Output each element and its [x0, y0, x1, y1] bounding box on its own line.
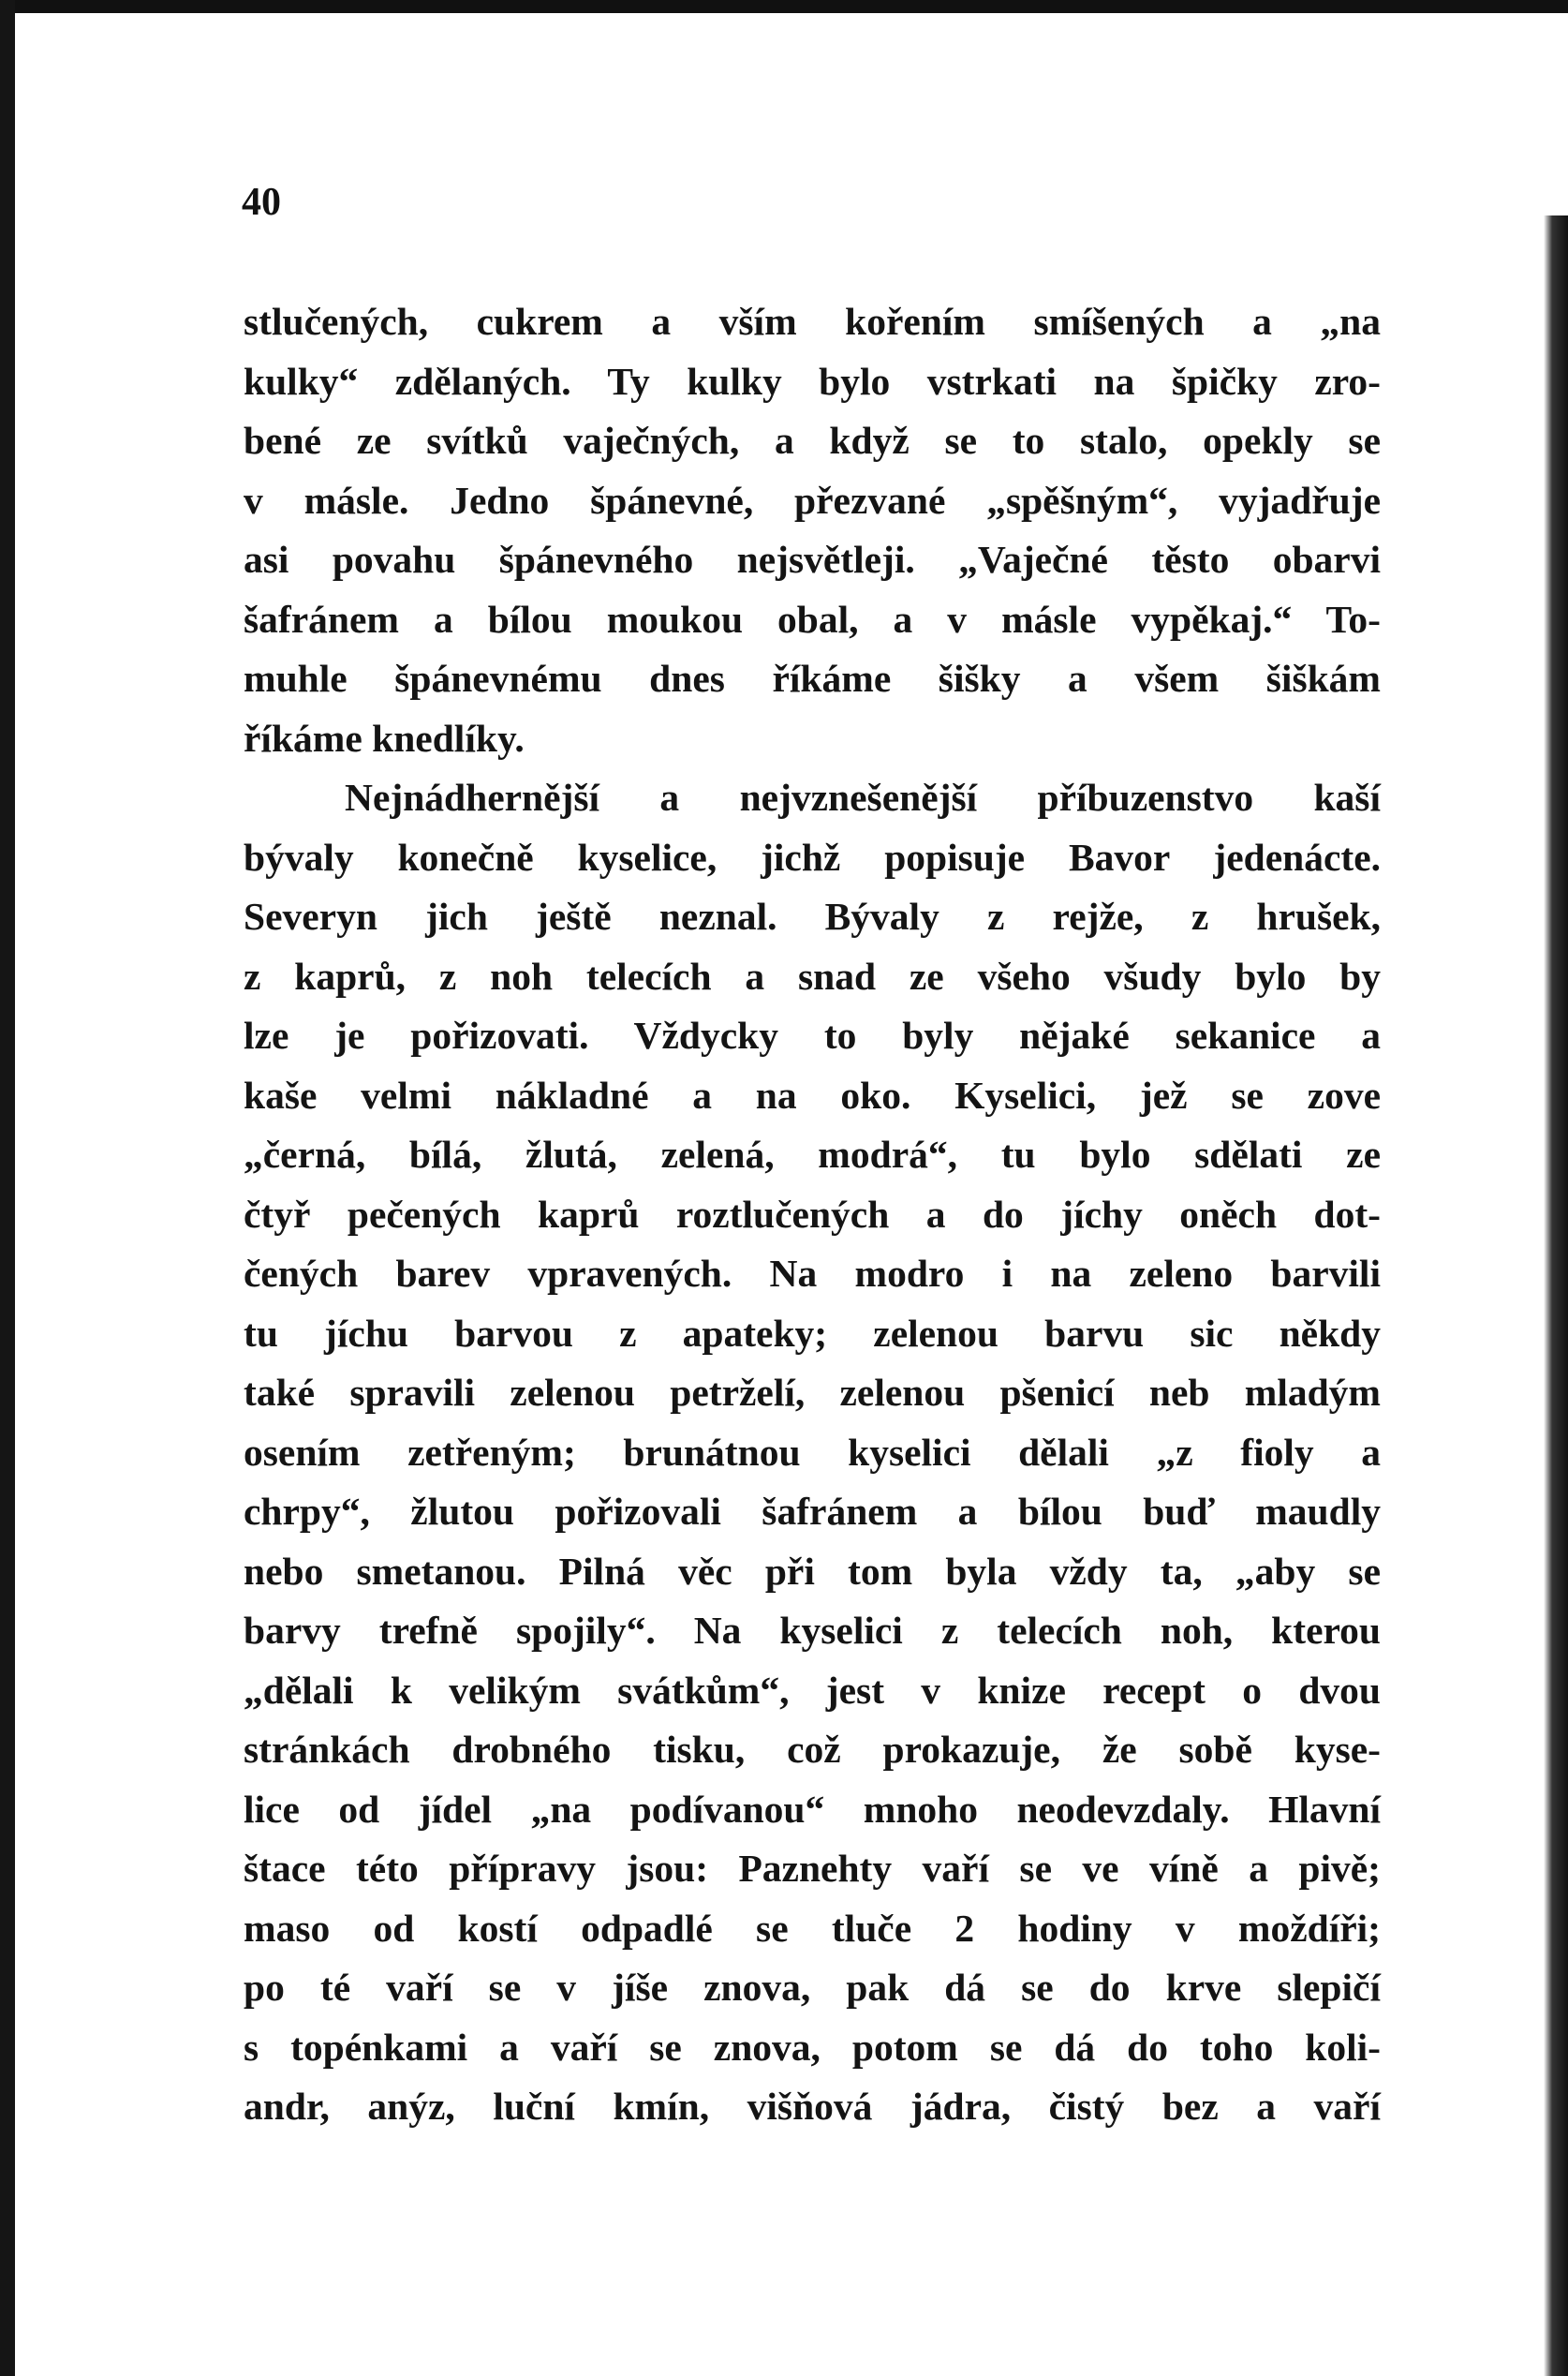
- text-line: maso od kostí odpadlé se tluče 2 hodiny v moždíři;: [244, 1906, 1381, 1950]
- text-line: asi povahu špánevného nejsvětleji. „Vaječné těsto obarvi: [244, 538, 1381, 581]
- text-line: říkáme knedlíky.: [244, 716, 525, 760]
- text-line: také spravili zelenou petrželí, zelenou pšenicí neb mladým: [244, 1371, 1381, 1414]
- scan-left-edge: [0, 0, 15, 2376]
- text-line: šafránem a bílou moukou obal, a v másle vypěkaj.“ To-: [244, 597, 1381, 641]
- text-line: s topénkami a vaří se znova, potom se dá do toho koli-: [244, 2025, 1381, 2069]
- text-line: osením zetřeným; brunátnou kyselici dělali „z fioly a: [244, 1430, 1381, 1474]
- text-line: stlučených, cukrem a vším kořením smíšených a „na: [244, 300, 1381, 343]
- text-line: „černá, bílá, žlutá, zelená, modrá“, tu bylo sdělati ze: [244, 1133, 1381, 1176]
- text-line: chrpy“, žlutou pořizovali šafránem a bílou buď maudly: [244, 1490, 1381, 1533]
- text-line: štace této přípravy jsou: Paznehty vaří se ve víně a pivě;: [244, 1847, 1381, 1890]
- page-number: 40: [242, 181, 281, 224]
- text-line: čtyř pečených kaprů roztlučených a do jíchy oněch dot-: [244, 1192, 1381, 1236]
- text-line: andr, anýz, luční kmín, višňová jádra, čistý bez a vaří: [244, 2085, 1381, 2128]
- text-line: „dělali k velikým svátkům“, jest v knize recept o dvou: [244, 1668, 1381, 1712]
- text-line: po té vaří se v jíše znova, pak dá se do krve slepičí: [244, 1966, 1381, 2009]
- body-text: [244, 292, 1381, 2137]
- text-line: kaše velmi nákladné a na oko. Kyselici, jež se zove: [244, 1073, 1381, 1117]
- scan-right-edge: [1544, 215, 1568, 2376]
- text-line: tu jíchu barvou z apateky; zelenou barvu sic někdy: [244, 1311, 1381, 1355]
- text-line: v másle. Jedno špánevné, přezvané „spěšným“, vyjadřuje: [244, 478, 1381, 522]
- text-line: kulky“ zdělaných. Ty kulky bylo vstrkati na špičky zro-: [244, 359, 1381, 403]
- text-line: z kaprů, z noh telecích a snad ze všeho všudy bylo by: [244, 954, 1381, 998]
- scan-top-edge: [0, 0, 1568, 13]
- text-line: barvy trefně spojily“. Na kyselici z telecích noh, kterou: [244, 1609, 1381, 1652]
- text-line: muhle špánevnému dnes říkáme šišky a všem šiškám: [244, 657, 1381, 700]
- text-line: nebo smetanou. Pilná věc při tom byla vždy ta, „aby se: [244, 1549, 1381, 1593]
- text-line: lze je pořizovati. Vždycky to byly nějaké sekanice a: [244, 1014, 1381, 1057]
- text-line: lice od jídel „na podívanou“ mnoho neodevzdaly. Hlavní: [244, 1787, 1381, 1831]
- text-line: Nejnádhernější a nejvznešenější příbuzenstvo kaší: [345, 776, 1381, 819]
- text-line: Severyn jich ještě neznal. Bývaly z rejže, z hrušek,: [244, 895, 1381, 938]
- text-line: bené ze svítků vaječných, a když se to stalo, opekly se: [244, 419, 1381, 462]
- text-line: bývaly konečně kyselice, jichž popisuje Bavor jedenácte.: [244, 835, 1381, 879]
- text-line: stránkách drobného tisku, což prokazuje, že sobě kyse-: [244, 1728, 1381, 1771]
- text-line: čených barev vpravených. Na modro i na zeleno barvili: [244, 1252, 1381, 1295]
